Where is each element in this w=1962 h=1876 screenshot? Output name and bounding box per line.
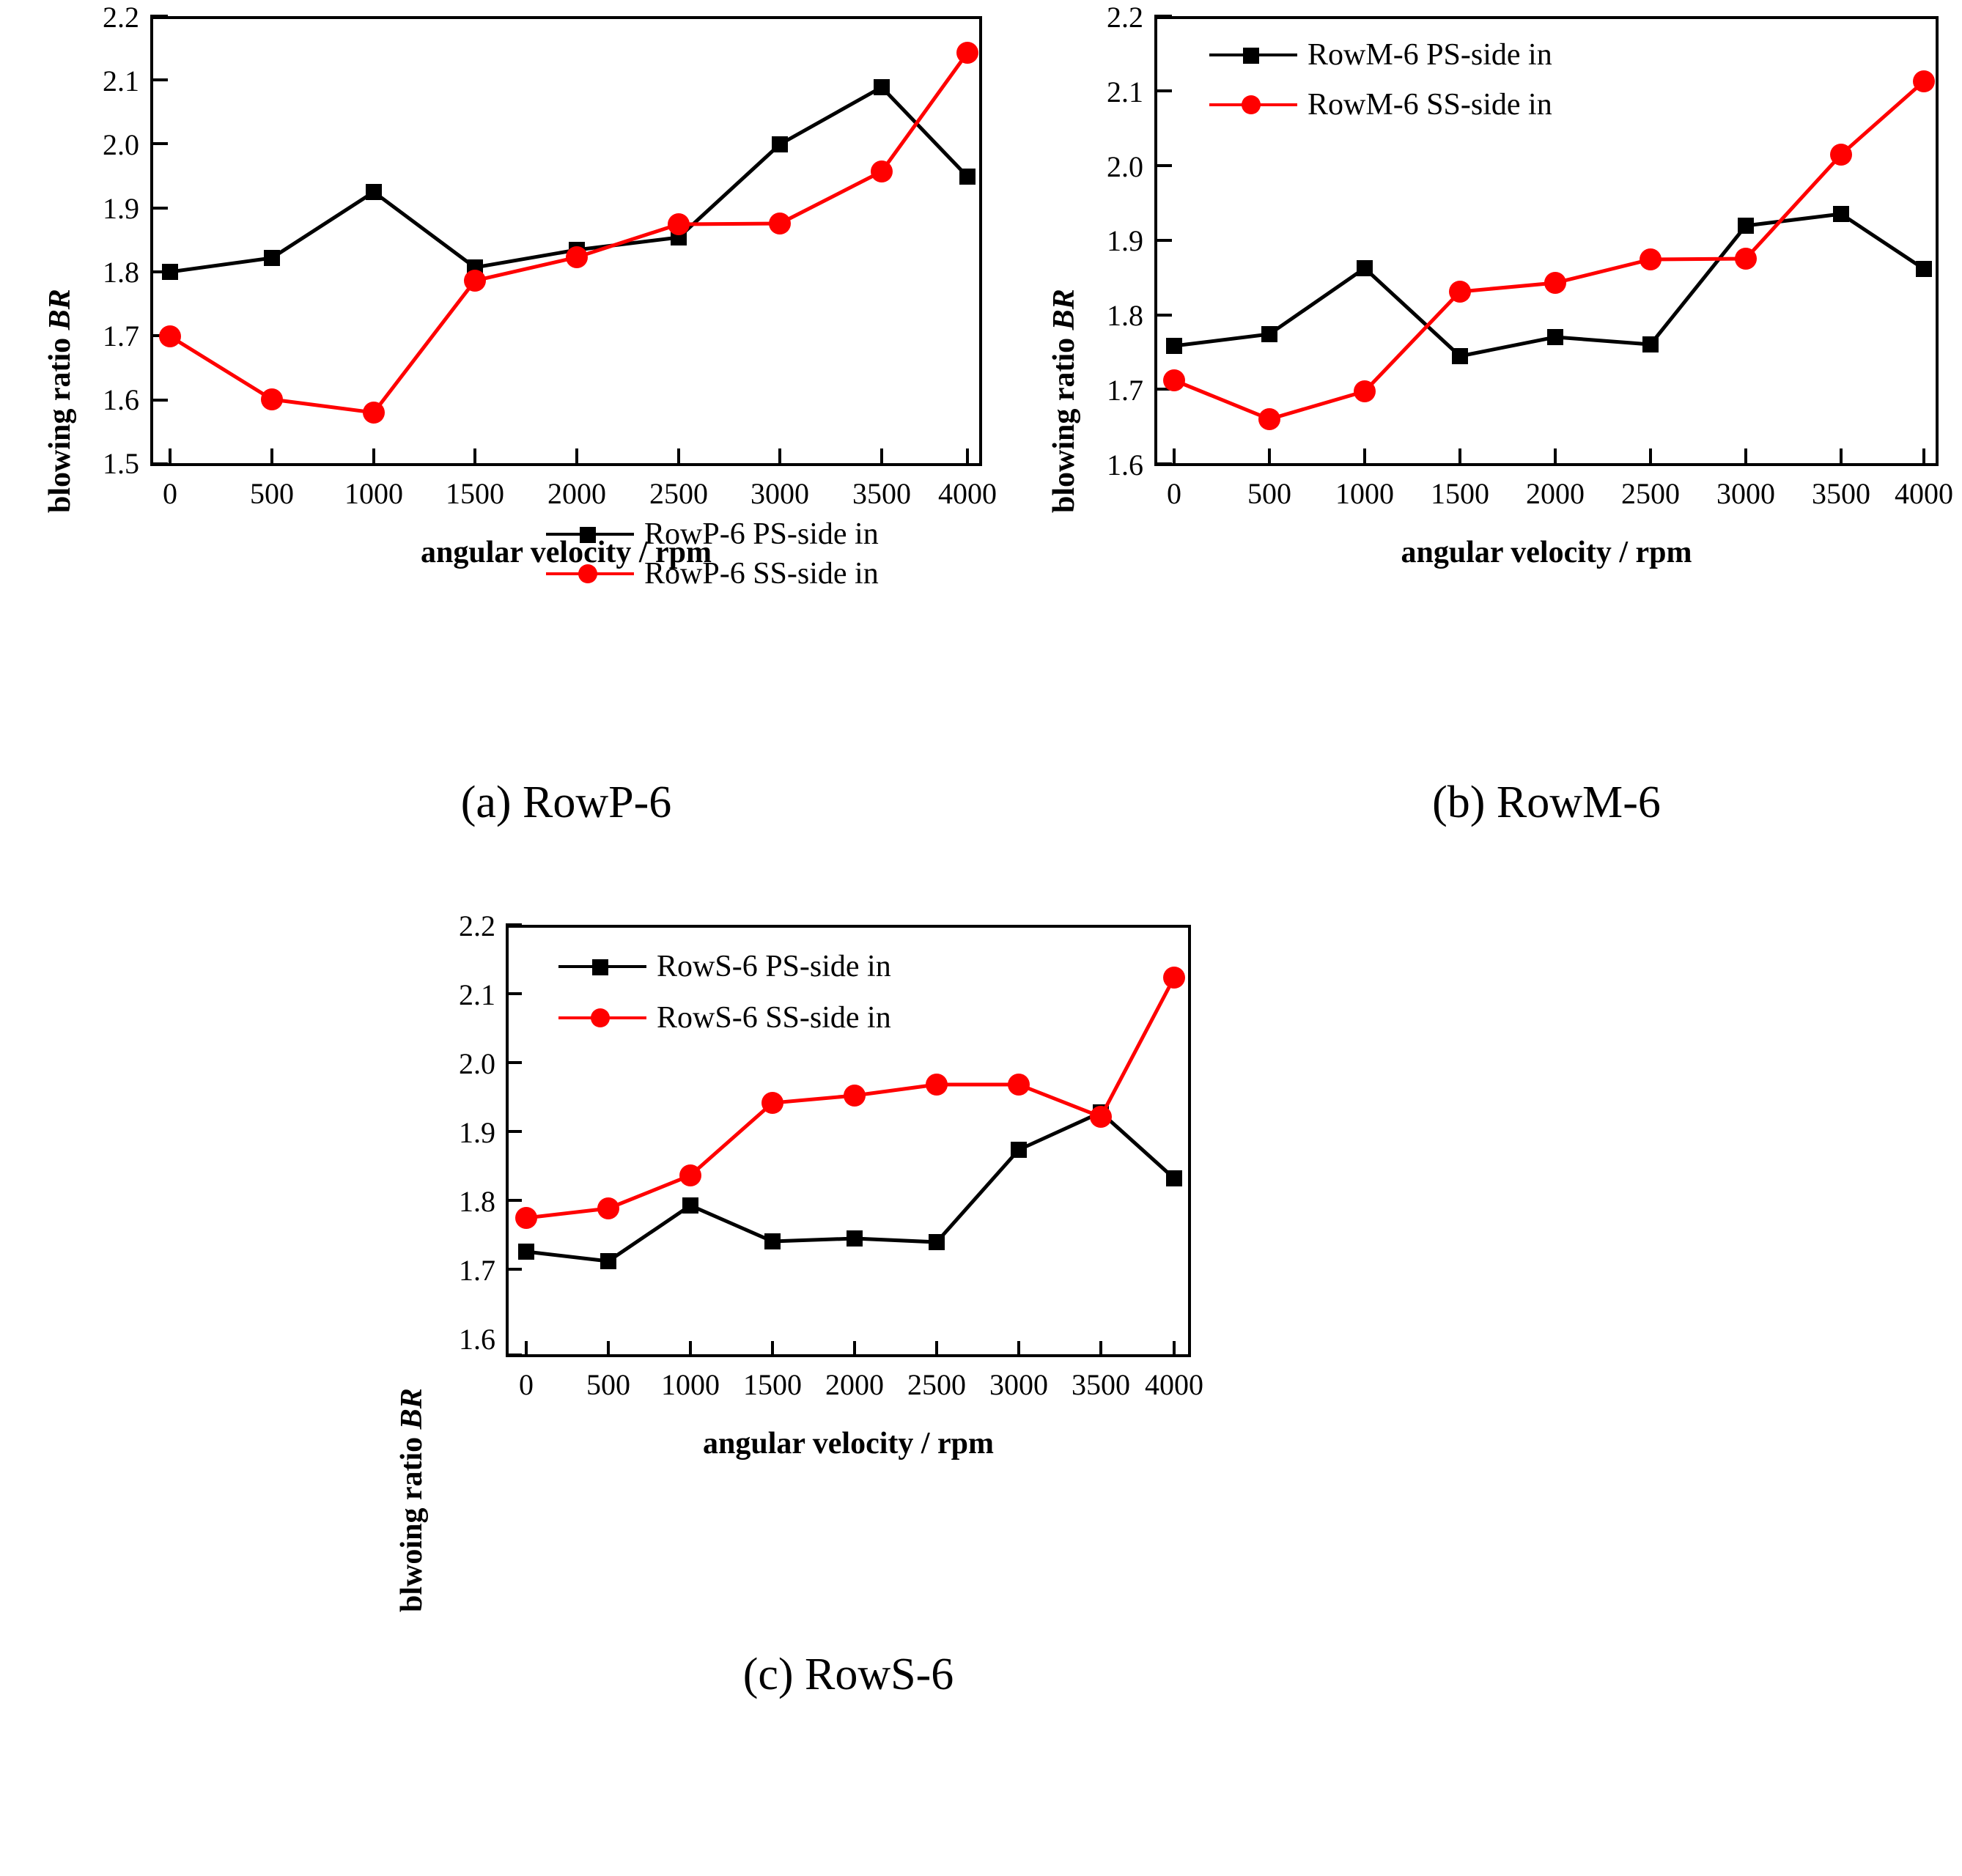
panel-a-ytick-2.2: 2.2 — [103, 1, 139, 34]
panel-a-xtick-2000: 2000 — [547, 477, 606, 510]
panel-c-ytick-2.2: 2.2 — [459, 909, 495, 942]
panel-a-ytick-2.1: 2.1 — [103, 64, 139, 97]
panel-b-legend-circle-icon — [1209, 85, 1297, 125]
panel-a-xtick-3500: 3500 — [852, 477, 911, 510]
panel-b-legend-label-ps: RowM-6 PS-side in — [1308, 38, 1552, 72]
panel-c-xtick-2000: 2000 — [825, 1368, 884, 1401]
panel-b-xtick-4000: 4000 — [1895, 477, 1953, 510]
panel-b-legend-item-ss — [1209, 85, 1552, 125]
panel-c-xtick-1500: 1500 — [743, 1368, 802, 1401]
panel-a-xtick-2500: 2500 — [649, 477, 708, 510]
panel-b — [1011, 0, 1962, 865]
panel-b-ytick-1.7: 1.7 — [1107, 374, 1143, 407]
panel-c-ytick-2.0: 2.0 — [459, 1047, 495, 1080]
panel-b-legend-item-ps — [1209, 35, 1552, 75]
panel-b-ytick-2.1: 2.1 — [1107, 75, 1143, 108]
panel-c-y-axis-label-text: blwoing ratio — [395, 1429, 429, 1612]
panel-c-xtick-4000: 4000 — [1145, 1368, 1203, 1401]
panel-b-xtick-2000: 2000 — [1526, 477, 1585, 510]
panel-c-legend-label-ps: RowS-6 PS-side in — [657, 950, 891, 983]
panel-b-xtick-3000: 3000 — [1716, 477, 1775, 510]
panel-c-legend-square-icon — [558, 947, 646, 986]
panel-c-caption: (c) RowS-6 — [742, 1650, 954, 1699]
panel-a-xtick-1500: 1500 — [446, 477, 504, 510]
panel-a-legend-label-ss: RowP-6 SS-side in — [644, 557, 879, 591]
panel-c-xtick-0: 0 — [519, 1368, 534, 1401]
panel-a-y-axis-label-italic: BR — [43, 289, 77, 330]
panel-a-caption: (a) RowP-6 — [460, 778, 672, 827]
panel-a-xtick-4000: 4000 — [938, 477, 997, 510]
panel-b-xtick-500: 500 — [1247, 477, 1291, 510]
panel-b-data-layer — [1011, 0, 1962, 865]
panel-a-y-axis-label-text: blowing ratio — [43, 330, 77, 513]
panel-a-ytick-1.5: 1.5 — [103, 447, 139, 480]
panel-c-x-axis-label: angular velocity / rpm — [702, 1427, 995, 1460]
panel-b-xtick-2500: 2500 — [1621, 477, 1680, 510]
panel-c-legend-label-ss: RowS-6 SS-side in — [657, 1001, 891, 1035]
panel-b-legend-square-icon — [1209, 35, 1297, 75]
panel-b-legend — [1209, 35, 1552, 125]
panel-c-ytick-2.1: 2.1 — [459, 978, 495, 1011]
panel-a-xtick-1000: 1000 — [344, 477, 403, 510]
panel-b-ytick-1.6: 1.6 — [1107, 448, 1143, 481]
panel-a-xtick-500: 500 — [250, 477, 294, 510]
panel-b-xtick-3500: 3500 — [1812, 477, 1870, 510]
panel-b-legend-label-ss: RowM-6 SS-side in — [1308, 88, 1552, 122]
panel-c-legend-circle-icon — [558, 998, 646, 1038]
panel-c-ytick-1.6: 1.6 — [459, 1323, 495, 1356]
panel-a-x-axis-label: angular velocity / rpm — [420, 536, 712, 569]
panel-b-ytick-1.8: 1.8 — [1107, 299, 1143, 332]
panel-c-ytick-1.7: 1.7 — [459, 1254, 495, 1287]
panel-c-xtick-1000: 1000 — [661, 1368, 720, 1401]
panel-b-xtick-1500: 1500 — [1431, 477, 1489, 510]
panel-c-legend-item-ss — [558, 998, 891, 1038]
panel-a-xtick-0: 0 — [163, 477, 177, 510]
panel-b-xtick-1000: 1000 — [1335, 477, 1394, 510]
panel-b-ytick-1.9: 1.9 — [1107, 224, 1143, 257]
panel-c-xtick-500: 500 — [586, 1368, 630, 1401]
panel-a-ytick-1.6: 1.6 — [103, 383, 139, 416]
panel-c-xtick-2500: 2500 — [907, 1368, 966, 1401]
panel-a — [0, 0, 1011, 865]
panel-c — [359, 909, 1422, 1876]
panel-b-ytick-2.0: 2.0 — [1107, 150, 1143, 183]
panel-a-ytick-1.8: 1.8 — [103, 256, 139, 289]
panel-c-y-axis-label-italic: BR — [395, 1388, 429, 1430]
panel-c-ytick-1.8: 1.8 — [459, 1185, 495, 1218]
panel-b-caption: (b) RowM-6 — [1432, 778, 1661, 827]
panel-b-y-axis-label-text: blowing ratio — [1047, 330, 1081, 513]
panel-a-xtick-3000: 3000 — [750, 477, 809, 510]
panel-b-y-axis-label-italic: BR — [1047, 289, 1081, 330]
panel-c-legend — [558, 947, 891, 1038]
panel-b-x-axis-label: angular velocity / rpm — [1401, 536, 1692, 569]
panel-a-ytick-1.7: 1.7 — [103, 320, 139, 352]
panel-a-legend-label-ps: RowP-6 PS-side in — [644, 517, 879, 551]
panel-a-ytick-2.0: 2.0 — [103, 128, 139, 161]
panel-c-xtick-3500: 3500 — [1072, 1368, 1130, 1401]
panel-a-ytick-1.9: 1.9 — [103, 192, 139, 225]
panel-c-legend-item-ps — [558, 947, 891, 986]
panel-a-data-layer — [0, 0, 1011, 865]
panel-c-ytick-1.9: 1.9 — [459, 1116, 495, 1149]
panel-b-xtick-0: 0 — [1167, 477, 1181, 510]
panel-b-ytick-2.2: 2.2 — [1107, 1, 1143, 34]
panel-c-xtick-3000: 3000 — [989, 1368, 1048, 1401]
